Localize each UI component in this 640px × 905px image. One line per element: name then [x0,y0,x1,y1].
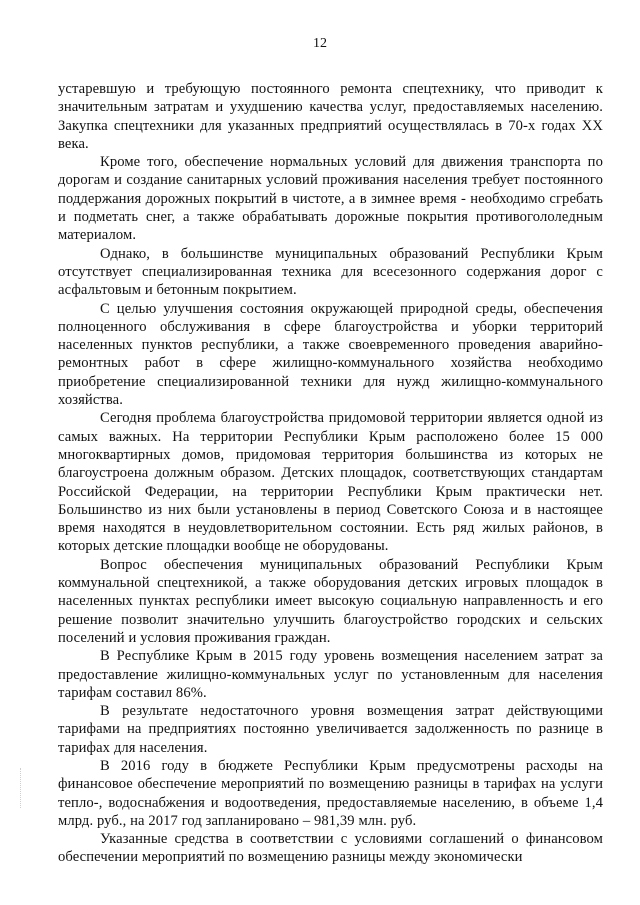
paragraph-1: устаревшую и требующую постоянного ремонта спецтехнику, что приводит к значительным затратам и ухудшению качества услуг, предоставляемых населению. Закупка спецтехники для указанных предприятий осуществлялась в 70-х годах XX века. [58,81,603,152]
paragraph-3: Однако, в большинстве муниципальных образований Республики Крым отсутствует специализированная техника для всесезонного содержания дорог с асфальтовым и бетонным покрытием. [58,245,603,299]
paragraph-6: Вопрос обеспечения муниципальных образований Республики Крым коммунальной спецтехникой, а также оборудования детских игровых площадок в населенных пунктах республики имеет высокую социальную направленность и его решение позволит значительно улучшить благоустройство городских и сельских поселений и условия проживания граждан. [58,556,603,646]
paragraph-5: Сегодня проблема благоустройства придомовой территории является одной из самых важных. На территории Республики Крым расположено более 15 000 многоквартирных домов, придомовая территория большинства из которых не благоустроена должным образом. Детских площадок, соответствующих стандартам Российской Федерации, на территории Республики Крым практически нет. Большинство из них были установлены в период Советского Союза и в настоящее время находятся в неудовлетворительном состоянии. Есть ряд жилых районов, в которых детские площадки вообще не оборудованы. [58,410,603,555]
paragraph-7: В Республике Крым в 2015 году уровень возмещения населением затрат за предоставление жилищно-коммунальных услуг по установленным для населения тарифам составил 86%. [58,648,603,701]
paragraph-4: С целью улучшения состояния окружающей природной среды, обеспечения полноценного обслуживания в сфере благоустройства и уборки территорий населенных пунктов республики, а также своевременного проведения аварийно-ремонтных работ в сфере жилищно-коммунального хозяйства необходимо приобретение специализированной техники для нужд жилищно-коммунального хозяйства. [58,300,603,409]
document-body [58,80,603,867]
paragraph-9: В 2016 году в бюджете Республики Крым предусмотрены расходы на финансовое обеспечение мероприятий по возмещению разницы в тарифах на услуги тепло-, водоснабжения и водоотведения, предоставляемые населению, в объеме 1,4 млрд. руб., на 2017 год запланировано – 981,39 млн. руб. [58,757,603,829]
paragraph-2: Кроме того, обеспечение нормальных условий для движения транспорта по дорогам и создание санитарных условий проживания населения требует постоянного поддержания дорожных покрытий в чистоте, а в зимнее время - необходимо сгребать и подметать снег, а также обрабатывать дорожные покрытия противогололедным материалом. [58,154,603,244]
page-number: 12 [313,36,327,51]
paragraph-10: Указанные средства в соответствии с условиями соглашений о финансовом обеспечении мероприятий по возмещению разницы между экономически [58,831,603,866]
paragraph-8: В результате недостаточного уровня возмещения затрат действующими тарифами на предприятиях постоянно увеличивается задолженность по разнице в тарифах для населения. [58,703,603,756]
scan-margin-mark [20,768,22,808]
